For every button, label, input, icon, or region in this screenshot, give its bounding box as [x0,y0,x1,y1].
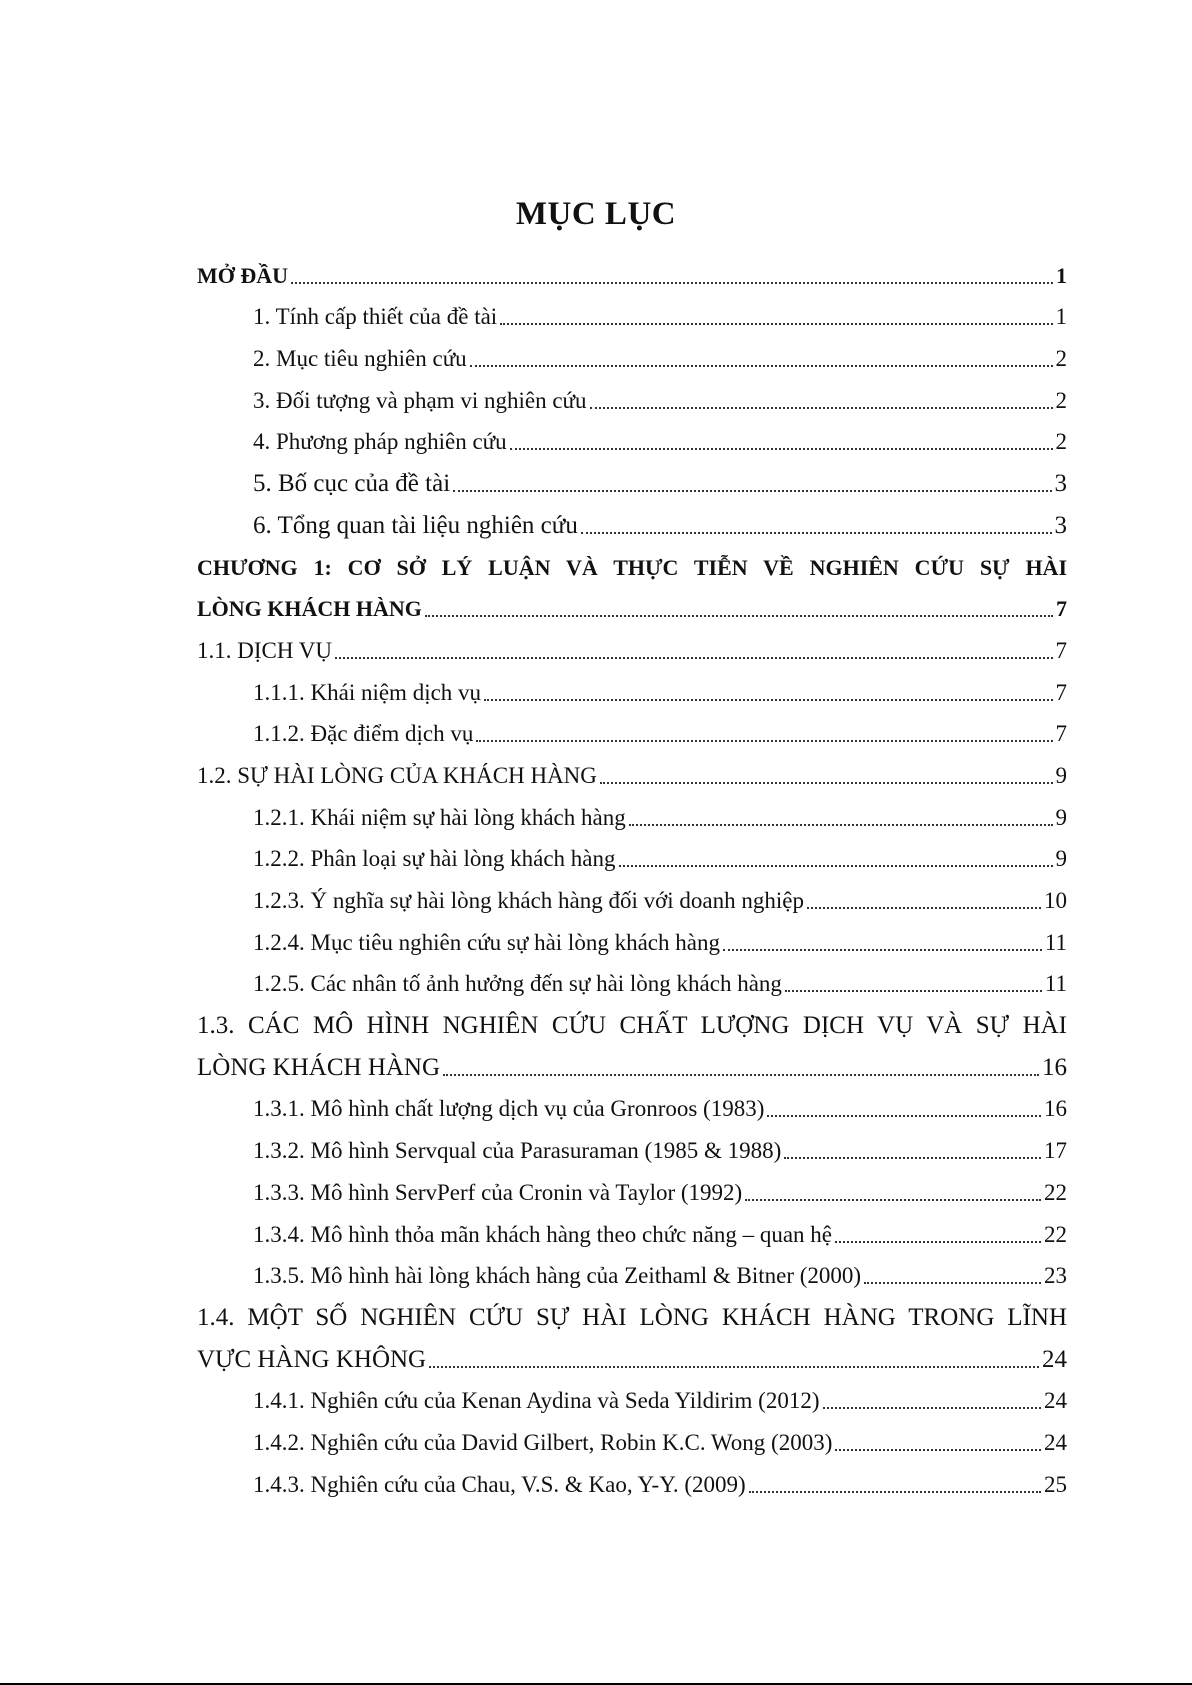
toc-entry-line[interactable] [197,540,1067,582]
toc-page-number: 23 [1044,1263,1067,1289]
toc-entry[interactable] [197,1332,1067,1374]
dot-leader [767,1112,1041,1117]
toc-entry-text: 5. Bố cục của đề tài [253,470,451,498]
toc-entry-text: 1.3.3. Mô hình ServPerf của Cronin và Taylor (1992) [253,1179,743,1205]
toc-page-number: 11 [1044,929,1067,955]
toc-page-number: 16 [1044,1096,1067,1122]
toc-entry[interactable] [197,707,1067,749]
toc-entry[interactable] [197,915,1067,957]
toc-page-number: 10 [1044,888,1067,913]
toc-page-number: 7 [1056,596,1067,622]
toc-entry-text: 4. Phương pháp nghiên cứu [253,429,507,455]
toc-entry[interactable] [197,498,1067,540]
toc-entry[interactable] [197,248,1067,290]
dot-leader [500,320,1052,325]
dot-leader [335,654,1052,659]
dot-leader [600,779,1053,784]
toc-entry[interactable] [197,582,1067,624]
dot-leader [749,1488,1041,1493]
toc-entry[interactable] [197,1207,1067,1249]
toc-entry-text: CHƯƠNG 1: CƠ SỞ LÝ LUẬN VÀ THỰC TIỄN VỀ NGHIÊN CỨU SỰ HÀI [197,554,1067,580]
toc-entry[interactable] [197,1374,1067,1416]
dot-leader [291,279,1053,284]
toc-page-number: 3 [1054,511,1067,539]
dot-leader [510,445,1053,450]
dot-leader [823,1404,1042,1409]
toc-page-number: 24 [1042,1345,1067,1373]
toc-entry[interactable] [197,623,1067,665]
toc-entry-text: 1.4.1. Nghiên cứu của Kenan Aydina và Seda Yildirim (2012) [253,1388,820,1414]
toc-entry-line[interactable] [197,1290,1067,1332]
dot-leader [807,904,1041,909]
toc-entry-text: LÒNG KHÁCH HÀNG [197,1053,441,1081]
toc-page-number: 22 [1044,1221,1067,1247]
dot-leader [835,1238,1041,1243]
toc-entry-text: 1.4.3. Nghiên cứu của Chau, V.S. & Kao, Y-Y. (2009) [253,1471,746,1497]
toc-entry[interactable] [197,1123,1067,1165]
toc-page-number: 24 [1044,1429,1067,1455]
toc-entry[interactable] [197,1457,1067,1499]
toc-entry-text: LÒNG KHÁCH HÀNG [197,596,422,622]
toc-page-number: 1 [1056,262,1067,288]
toc-page-number: 9 [1055,846,1067,872]
dot-leader [785,987,1042,992]
toc-page-number: 22 [1044,1179,1067,1205]
toc-page-number: 9 [1055,804,1067,830]
toc-entry-text: 1. Tính cấp thiết của đề tài [253,304,498,330]
toc-entry-text: 2. Mục tiêu nghiên cứu [253,346,467,372]
dot-leader [429,1363,1039,1368]
toc-entry[interactable] [197,290,1067,332]
dot-leader [476,737,1052,742]
dot-leader [784,1154,1041,1159]
toc-page-number: 25 [1044,1471,1067,1497]
toc-entry-text: 1.1. DỊCH VỤ [197,637,333,663]
toc-page-number: 3 [1054,470,1067,498]
dot-leader [835,1446,1041,1451]
toc-entry-text: 1.3.1. Mô hình chất lượng dịch vụ của Gronroos (1983) [253,1096,765,1122]
dot-leader [453,487,1051,492]
toc-entry[interactable] [197,957,1067,999]
toc-page-number: 2 [1055,429,1067,455]
toc-entry-text: 1.3.4. Mô hình thỏa mãn khách hàng theo chức năng – quan hệ [253,1221,833,1247]
toc-entry[interactable] [197,665,1067,707]
toc-page-number: 11 [1044,971,1067,997]
toc-entry-text: 1.2.3. Ý nghĩa sự hài lòng khách hàng đối với doanh nghiệp [253,888,804,913]
toc-entry-text: 1.3. CÁC MÔ HÌNH NGHIÊN CỨU CHẤT LƯỢNG DỊCH VỤ VÀ SỰ HÀI [197,1012,1067,1040]
toc-page-number: 2 [1055,346,1067,372]
toc-page-number: 17 [1044,1138,1067,1164]
dot-leader [425,612,1053,617]
toc-entry-text: 1.2. SỰ HÀI LÒNG CỦA KHÁCH HÀNG [197,762,597,788]
toc-entry-text: 1.2.5. Các nhân tố ảnh hưởng đến sự hài lòng khách hàng [253,971,782,997]
dot-leader [443,1071,1039,1076]
toc-entry-text: 1.2.4. Mục tiêu nghiên cứu sự hài lòng khách hàng [253,929,720,955]
toc-entry[interactable] [197,331,1067,373]
toc-entry[interactable] [197,1165,1067,1207]
toc-entry[interactable] [197,1415,1067,1457]
toc-page-number: 7 [1055,679,1067,705]
dot-leader [484,696,1052,701]
toc-page-number: 9 [1055,762,1067,788]
toc-entry[interactable] [197,832,1067,874]
dot-leader [745,1196,1041,1201]
toc-entry-text: 1.2.2. Phân loại sự hài lòng khách hàng [253,846,616,872]
toc-page-number: 1 [1055,304,1067,330]
toc-entry-text: 6. Tổng quan tài liệu nghiên cứu [253,511,578,539]
toc-entry-text: MỞ ĐẦU [197,262,289,288]
dot-leader [581,529,1052,534]
toc-entry[interactable] [197,1082,1067,1124]
toc-entry[interactable] [197,1040,1067,1082]
toc-entry-text: 1.2.1. Khái niệm sự hài lòng khách hàng [253,804,626,830]
toc-entry[interactable] [197,873,1067,915]
dot-leader [470,362,1053,367]
dot-leader [590,404,1053,409]
toc-entry[interactable] [197,415,1067,457]
toc-page-number: 2 [1055,387,1067,413]
toc-entry[interactable] [197,456,1067,498]
dot-leader [619,862,1053,867]
toc-page-number: 7 [1055,637,1067,663]
toc-entry-text: 1.3.5. Mô hình hài lòng khách hàng của Zeithaml & Bitner (2000) [253,1263,862,1289]
toc-entry-text: 3. Đối tượng và phạm vi nghiên cứu [253,387,587,413]
toc-entry-text: 1.3.2. Mô hình Servqual của Parasuraman (1985 & 1988) [253,1138,782,1164]
toc-page-number: 16 [1042,1053,1067,1081]
dot-leader [723,946,1042,951]
toc-entry-line[interactable] [197,998,1067,1040]
toc-page-number: 24 [1044,1388,1067,1414]
toc-entry[interactable] [197,373,1067,415]
toc-entry-text: VỰC HÀNG KHÔNG [197,1345,427,1373]
toc-entry[interactable] [197,748,1067,790]
toc-entry-text: 1.1.2. Đặc điểm dịch vụ [253,721,474,747]
page-title: MỤC LỤC [515,196,677,232]
toc-page-number: 7 [1055,721,1067,747]
dot-leader [864,1279,1041,1284]
table-of-contents [197,248,1067,1499]
toc-entry[interactable] [197,1249,1067,1291]
dot-leader [629,821,1053,826]
toc-entry-text: 1.1.1. Khái niệm dịch vụ [253,679,482,705]
toc-entry[interactable] [197,790,1067,832]
toc-entry-text: 1.4.2. Nghiên cứu của David Gilbert, Robin K.C. Wong (2003) [253,1429,833,1455]
toc-entry-text: 1.4. MỘT SỐ NGHIÊN CỨU SỰ HÀI LÒNG KHÁCH HÀNG TRONG LĨNH [197,1303,1067,1331]
